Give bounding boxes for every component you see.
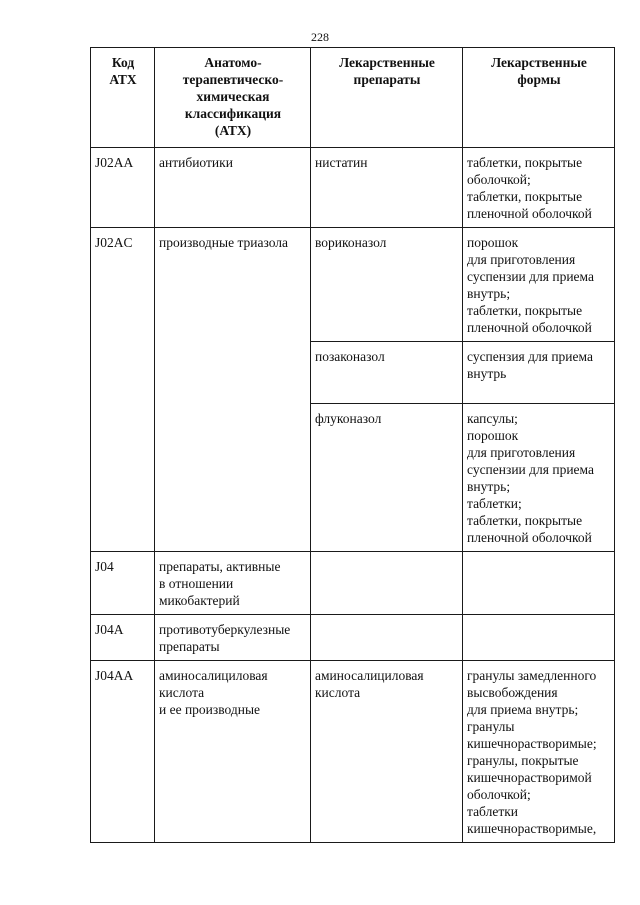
cell-forms: порошок для приготовления суспензии для приема внутрь; таблетки, покрытые пленочной оболочкой	[463, 228, 615, 342]
cell-classification: препараты, активные в отношении микобактерий	[155, 552, 311, 615]
cell-code: J02AC	[91, 228, 155, 552]
cell-drug: позаконазол	[311, 342, 463, 404]
atx-drug-table	[90, 47, 615, 843]
cell-forms: капсулы; порошок для приготовления суспензии для приема внутрь; таблетки; таблетки, покрытые пленочной оболочкой	[463, 404, 615, 552]
cell-drug: аминосалициловая кислота	[311, 661, 463, 843]
cell-classification: антибиотики	[155, 148, 311, 228]
header-forms: Лекарственные формы	[463, 48, 615, 148]
header-code: Код АТХ	[91, 48, 155, 148]
table-row	[91, 615, 615, 661]
cell-drug: нистатин	[311, 148, 463, 228]
cell-classification: аминосалициловая кислота и ее производные	[155, 661, 311, 843]
cell-forms: гранулы замедленного высвобождения для приема внутрь; гранулы кишечнорастворимые; гранулы, покрытые кишечнорастворимой оболочкой; таблетки кишечнорастворимые,	[463, 661, 615, 843]
header-drugs: Лекарственные препараты	[311, 48, 463, 148]
cell-code: J02AA	[91, 148, 155, 228]
cell-forms: таблетки, покрытые оболочкой; таблетки, покрытые пленочной оболочкой	[463, 148, 615, 228]
table-row	[91, 148, 615, 228]
cell-code: J04AA	[91, 661, 155, 843]
cell-code: J04A	[91, 615, 155, 661]
table-header-row	[91, 48, 615, 148]
cell-drug	[311, 615, 463, 661]
cell-forms: суспензия для приема внутрь	[463, 342, 615, 404]
table-row	[91, 228, 615, 342]
cell-classification: противотуберкулезные препараты	[155, 615, 311, 661]
cell-code: J04	[91, 552, 155, 615]
page-number: 228	[311, 30, 329, 44]
cell-drug: флуконазол	[311, 404, 463, 552]
cell-forms	[463, 615, 615, 661]
table-row	[91, 661, 615, 843]
cell-drug	[311, 552, 463, 615]
header-classification: Анатомо- терапевтическо- химическая классификация (АТХ)	[155, 48, 311, 148]
table-row	[91, 552, 615, 615]
cell-classification: производные триазола	[155, 228, 311, 552]
cell-forms	[463, 552, 615, 615]
cell-drug: вориконазол	[311, 228, 463, 342]
